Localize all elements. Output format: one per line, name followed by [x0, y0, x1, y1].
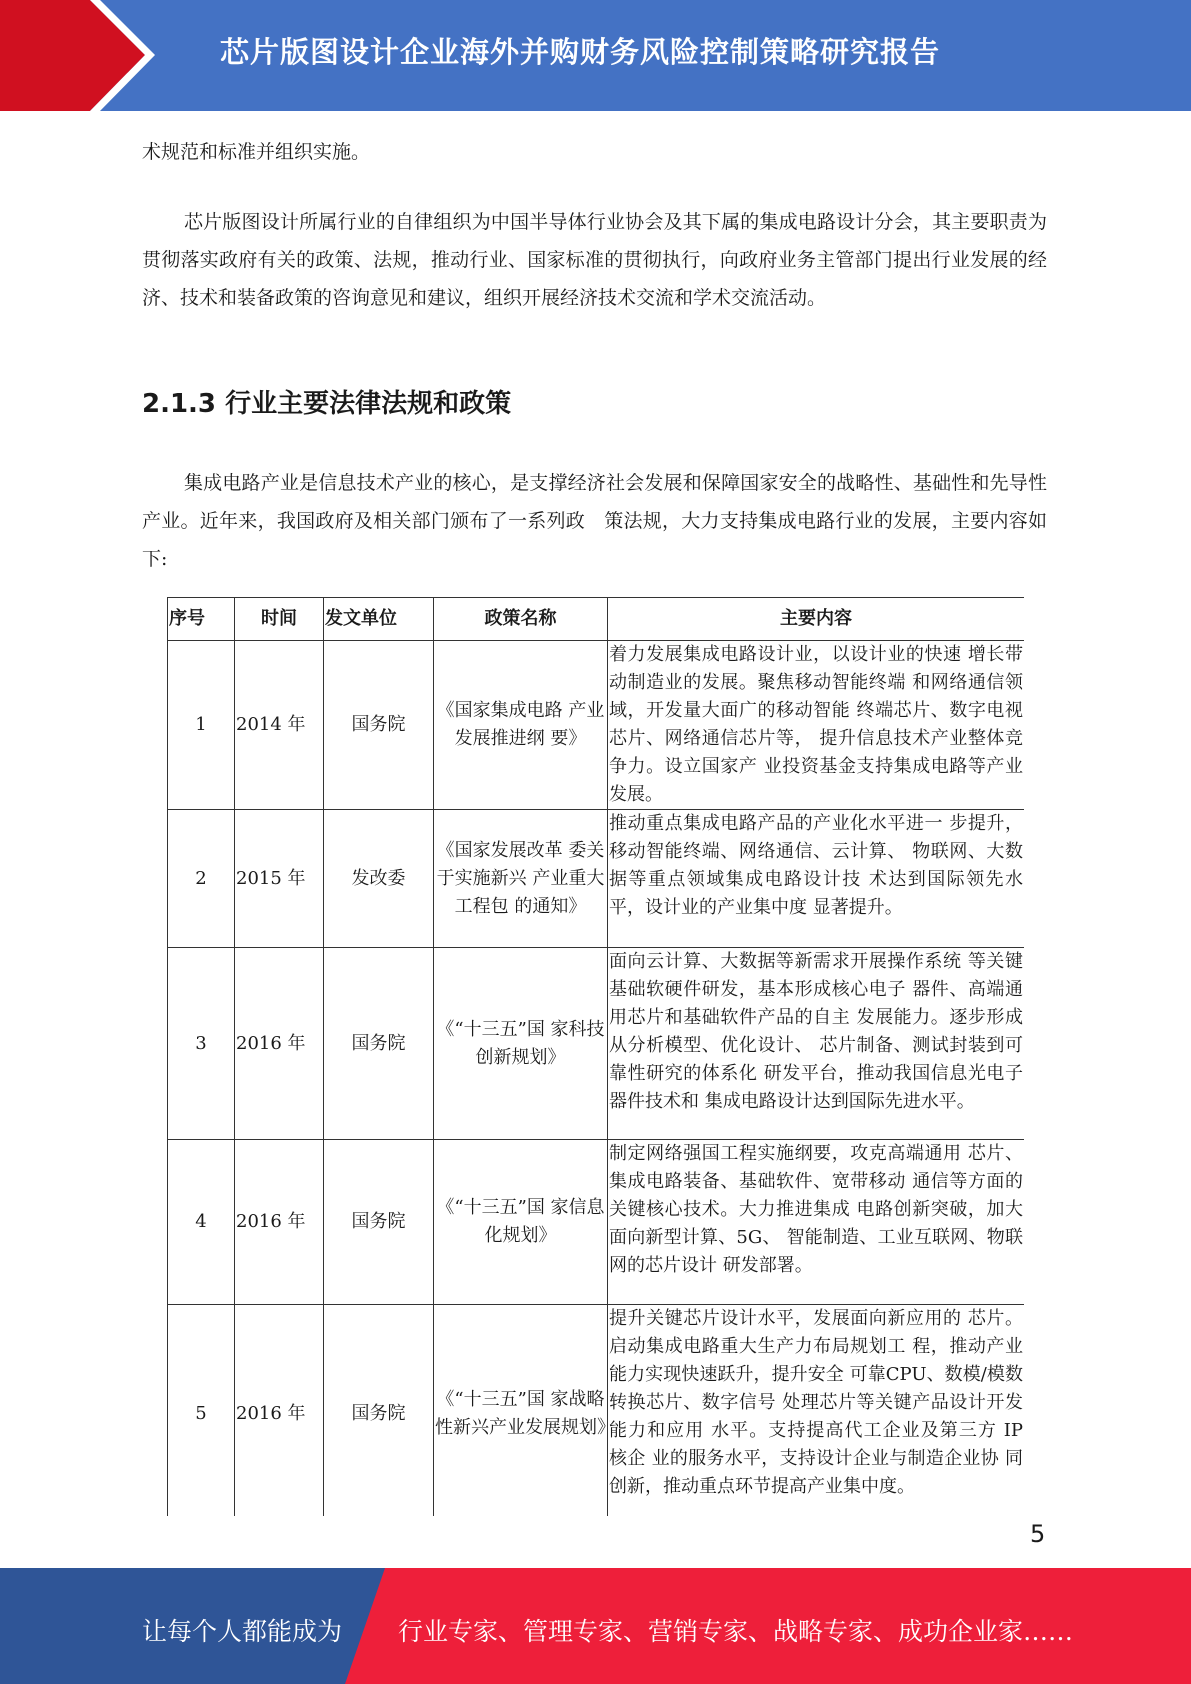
cell-policy-name: 《国家发展改革 委关于实施新兴 产业重大工程包 的通知》: [434, 810, 608, 948]
col-header-org: 发文单位: [324, 598, 434, 641]
cell-no: 2: [168, 810, 235, 948]
cell-no: 5: [168, 1305, 235, 1517]
page-header: [0, 0, 1191, 111]
cell-content: 推动重点集成电路产品的产业化水平进一 步提升，移动智能终端、网络通信、云计算、 物联网、大数据等重点领域集成电路设计技 术达到国际领先水平，设计业的产业集中度 显著提升。: [608, 810, 1025, 948]
table-row: [168, 1305, 1025, 1517]
cell-org: 国务院: [324, 1305, 434, 1517]
cell-content: 面向云计算、大数据等新需求开展操作系统 等关键基础软硬件研发，基本形成核心电子 器件、高端通用芯片和基础软件产品的自主 发展能力。逐步形成从分析模型、优化设计、 芯片制备、测试封装到可靠性研究的体系化 研发平台，推动我国信息光电子器件技术和 集成电路设计达到国际先进水平。: [608, 948, 1025, 1140]
cell-org: 发改委: [324, 810, 434, 948]
cell-no: 3: [168, 948, 235, 1140]
cell-org: 国务院: [324, 641, 434, 810]
report-title: 芯片版图设计企业海外并购财务风险控制策略研究报告: [220, 35, 941, 69]
footer-slogan-left: 让每个人都能成为: [142, 1617, 343, 1646]
cell-no: 4: [168, 1140, 235, 1305]
paragraph-self-regulatory: 芯片版图设计所属行业的自律组织为中国半导体行业协会及其下属的集成电路设计分会，其主要职责为贯彻落实政府有关的政策、法规，推动行业、国家标准的贯彻执行，向政府业务主管部门提出行业发展的经济、技术和装备政策的咨询意见和建议，组织开展经济技术交流和学术交流活动。: [142, 211, 1047, 309]
cell-time: 2016 年: [235, 1305, 324, 1517]
cell-policy-name: 《国家集成电路 产业发展推进纲 要》: [434, 641, 608, 810]
cell-content: 着力发展集成电路设计业，以设计业的快速 增长带动制造业的发展。聚焦移动智能终端 和网络通信领域，开发量大面广的移动智能 终端芯片、数字电视芯片、网络通信芯片等， 提升信息技术产业整体竞争力。设立国家产 业投资基金支持集成电路等产业发展。: [608, 641, 1025, 810]
table-row: [168, 810, 1025, 948]
col-header-no: 序号: [168, 598, 235, 641]
section-heading: 2.1.3 行业主要法律法规和政策: [142, 389, 512, 419]
cell-org: 国务院: [324, 1140, 434, 1305]
cell-policy-name: 《“十三五”国 家战略性新兴产业发展规划》: [434, 1305, 608, 1517]
table-row: [168, 948, 1025, 1140]
table-header-row: [168, 598, 1025, 641]
paragraph-continued: 术规范和标准并组织实施。: [142, 141, 371, 163]
cell-policy-name: 《“十三五”国 家信息化规划》: [434, 1140, 608, 1305]
cell-time: 2016 年: [235, 948, 324, 1140]
cell-policy-name: 《“十三五”国 家科技创新规划》: [434, 948, 608, 1140]
cell-org: 国务院: [324, 948, 434, 1140]
footer-slogan-right: 行业专家、管理专家、营销专家、战略专家、成功企业家……: [398, 1617, 1074, 1646]
policy-table: [167, 597, 1024, 1516]
policy-table-wrapper: [167, 597, 1024, 1516]
cell-time: 2014 年: [235, 641, 324, 810]
cell-content: 提升关键芯片设计水平，发展面向新应用的 芯片。启动集成电路重大生产力布局规划工 程，推动产业能力实现快速跃升，提升安全 可靠CPU、数模/模数转换芯片、数字信号 处理芯片等关键产品设计开发能力和应用 水平。支持提高代工企业及第三方 IP 核企 业的服务水平，支持设计企业与制造企业协 同创新，推动重点环节提高产业集中度。: [608, 1305, 1025, 1517]
col-header-time: 时间: [235, 598, 324, 641]
cell-content: 制定网络强国工程实施纲要，攻克高端通用 芯片、集成电路装备、基础软件、宽带移动 通信等方面的关键核心技术。大力推进集成 电路创新突破，加大面向新型计算、5G、 智能制造、工业互联网、物联网的芯片设计 研发部署。: [608, 1140, 1025, 1305]
col-header-policy-name: 政策名称: [434, 598, 608, 641]
table-row: [168, 641, 1025, 810]
table-row: [168, 1140, 1025, 1305]
header-arrow-decoration: [0, 0, 160, 111]
cell-time: 2015 年: [235, 810, 324, 948]
cell-time: 2016 年: [235, 1140, 324, 1305]
cell-no: 1: [168, 641, 235, 810]
page-number: 5: [1030, 1520, 1046, 1548]
col-header-content: 主要内容: [608, 598, 1025, 641]
paragraph-policy-intro: 集成电路产业是信息技术产业的核心，是支撑经济社会发展和保障国家安全的战略性、基础性和先导性产业。近年来，我国政府及相关部门颁布了一系列政 策法规，大力支持集成电路行业的发展，主要内容如下:: [142, 472, 1047, 570]
